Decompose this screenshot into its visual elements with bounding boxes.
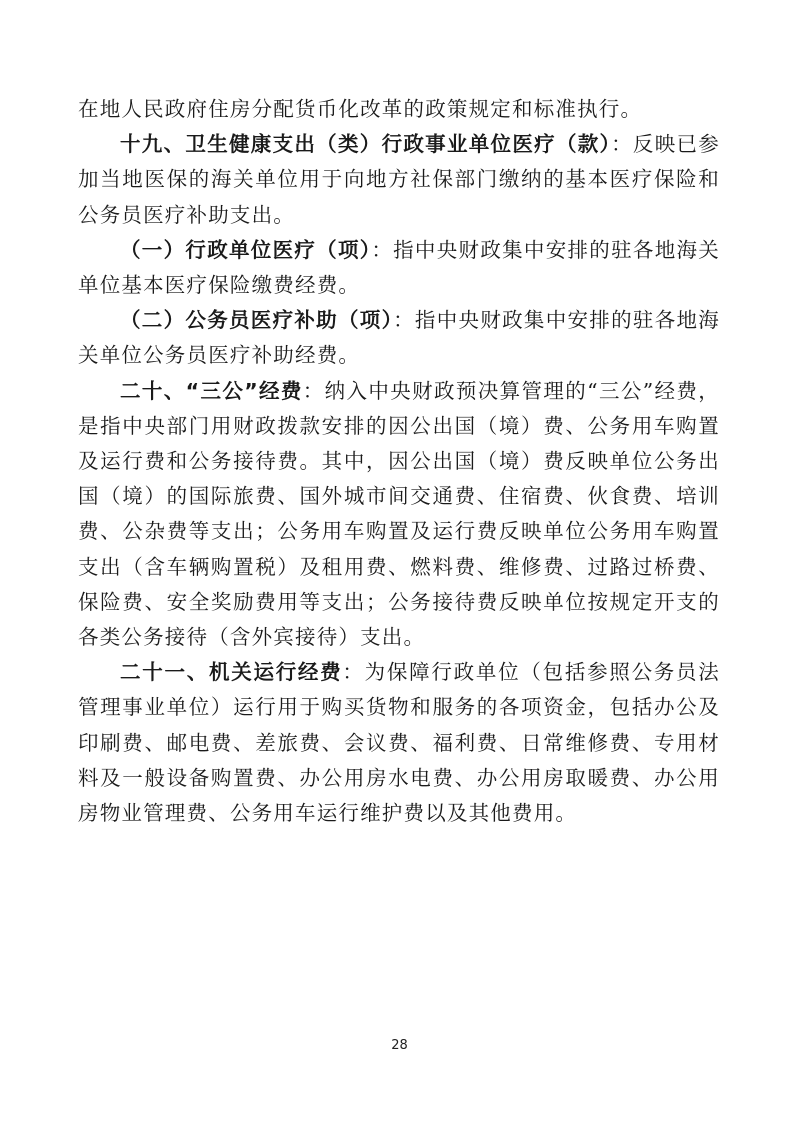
section-19-2-heading: （二）公务员医疗补助（项） bbox=[120, 308, 394, 333]
section-20-body: ：纳入中央财政预决算管理的“三公”经费，是指中央部门用财政拨款安排的因公出国（境）费、公务用车购置及运行费和公务接待费。其中，因公出国（境）费反映单位公务出国（境）的国际旅费、国外城市间交通费、住宿费、伙食费、培训费、公杂费等支出；公务用车购置及运行费反映单位公务用车购置支出（含车辆购置税）及租用费、燃料费、维修费、过路过桥费、保险费、安全奖励费用等支出；公务接待费反映单位按规定开支的各类公务接待（含外宾接待）支出。 bbox=[78, 378, 721, 650]
section-19-body: ：反映已参加当地医保的海关单位用于向地方社保部门缴纳的基本医疗保险和公务员医疗补助支出。 bbox=[78, 132, 721, 227]
section-19-1-paragraph bbox=[78, 233, 720, 303]
section-21-paragraph bbox=[78, 655, 720, 831]
section-20-heading: 二十、“三公”经费 bbox=[120, 378, 303, 403]
section-19-1-body: ：指中央财政集中安排的驻各地海关单位基本医疗保险缴费经费。 bbox=[78, 237, 720, 298]
section-19-paragraph bbox=[78, 127, 720, 233]
section-19-1-heading: （一）行政单位医疗（项） bbox=[120, 237, 372, 262]
document-page bbox=[78, 92, 720, 831]
section-19-2-body: ：指中央财政集中安排的驻各地海关单位公务员医疗补助经费。 bbox=[78, 308, 720, 368]
section-21-heading: 二十一、机关运行经费 bbox=[120, 660, 343, 685]
section-19-heading: 十九、卫生健康支出（类）行政事业单位医疗（款） bbox=[120, 132, 612, 157]
page-number: 28 bbox=[391, 1038, 408, 1053]
section-21-body: ：为保障行政单位（包括参照公务员法管理事业单位）运行用于购买货物和服务的各项资金，包括办公及印刷费、邮电费、差旅费、会议费、福利费、日常维修费、专用材料及一般设备购置费、办公用房水电费、办公用房取暖费、办公用房物业管理费、公务用车运行维护费以及其他费用。 bbox=[78, 660, 720, 826]
section-19-2-paragraph bbox=[78, 303, 720, 373]
section-20-paragraph bbox=[78, 374, 720, 656]
continuation-paragraph: 在地人民政府住房分配货币化改革的政策规定和标准执行。 bbox=[78, 97, 643, 121]
